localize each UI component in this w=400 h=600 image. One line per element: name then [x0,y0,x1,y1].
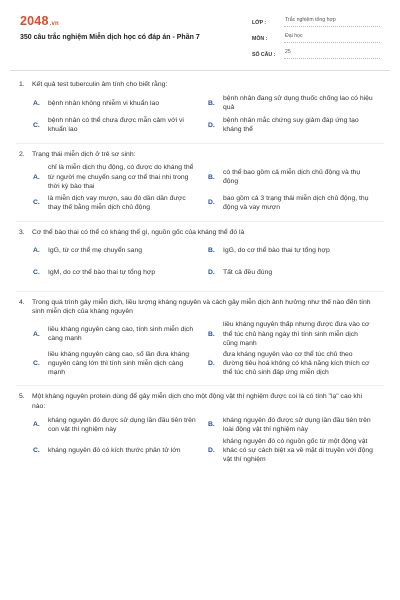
option-text: bệnh nhân có thể chưa được mẫn cảm với vi khuẩn lao [48,117,184,134]
question-stem [0,80,400,89]
question-separator [16,143,384,144]
option-a[interactable] [33,415,203,435]
option-letter: D. [208,360,215,368]
option-text: đưa kháng nguyên vào cơ thể túc chủ theo đường tiêu hoá không có khả năng kích thích cơ thể túc chủ sinh đáp ứng miễn dịch [223,350,370,377]
question-4 [0,298,400,386]
option-letter: C. [33,199,40,207]
option-text: bệnh nhân đang sử dụng thuốc chống lao có hiệu quả [223,95,373,112]
document-header [0,0,400,66]
option-text: IgG, do cơ thể bào thai tự tổng hợp [223,247,330,255]
option-letter: B. [208,173,215,181]
meta-label: LỚP : [252,19,267,26]
option-text: IgG, từ cơ thể mẹ chuyển sang [48,247,143,255]
question-stem [0,392,400,410]
option-b[interactable] [208,93,380,113]
logo-tld: .vn [49,21,59,27]
option-letter: C. [33,360,40,368]
option-text: IgM, do cơ thể bào thai tự tổng hợp [48,269,156,277]
option-b[interactable] [208,320,380,348]
question-number: 3. [19,228,25,236]
option-b[interactable] [208,415,380,435]
option-text: liều kháng nguyên càng cao, tính sinh miễn dịch càng mạnh [48,325,194,343]
option-text: liều kháng nguyên càng cao, số lần đưa kháng nguyên càng lớn thì tính sinh miễn dịch càng mạnh [48,350,189,377]
question-5 [0,392,400,466]
option-text: bao gồm cả 3 trạng thái miễn dịch chủ động, thụ động và vay mượn [223,194,369,211]
question-separator [16,291,384,292]
option-letter: A. [33,173,40,181]
option-text: chỉ là miễn dịch thụ động, có được do kháng thể từ người mẹ chuyển sang cơ thể thai nhi trong thời kỳ bào thai [48,164,194,190]
meta-value: 25 [284,47,380,59]
option-letter: A. [33,247,40,255]
option-list [0,320,400,379]
option-letter: C. [33,446,40,454]
option-text: là miễn dịch vay mượn, sau đó dần dần được thay thế bằng miễn dịch chủ động [48,194,186,211]
question-text: Cơ thể bào thai có thể có kháng thể gì, nguồn gốc của kháng thể đó là [32,228,245,236]
meta-info [252,14,380,62]
document-title: 350 câu trắc nghiệm Miễn dịch học có đáp án - Phần 7 [20,34,200,41]
option-c[interactable] [33,263,203,283]
option-letter: D. [208,199,215,207]
question-separator [16,221,384,222]
option-c[interactable] [33,115,203,135]
question-number: 5. [19,393,25,401]
option-letter: D. [208,446,215,454]
option-d[interactable] [208,263,380,283]
option-text: bệnh nhân mắc chứng suy giảm đáp ứng tạo kháng thể [223,117,359,134]
option-letter: A. [33,421,40,429]
question-2 [0,150,400,222]
option-list [0,415,400,467]
meta-row-class [252,14,380,27]
question-number: 1. [19,81,25,88]
option-text: có thể bao gồm cả miễn dịch chủ động và thụ động [223,168,361,186]
logo-text: 2048 [20,14,49,28]
question-stem [0,228,400,237]
option-c[interactable] [33,350,203,378]
meta-label: MÔN : [252,35,268,42]
question-stem [0,298,400,316]
meta-row-count [252,46,380,59]
question-1 [0,80,400,144]
option-a[interactable] [33,320,203,348]
option-letter: B. [208,247,215,255]
meta-value: Trắc nghiệm tổng hợp [284,15,380,27]
option-letter: C. [33,121,40,129]
question-separator [16,385,384,386]
option-list [0,163,400,215]
question-list [0,80,400,472]
option-list [0,241,400,285]
question-3 [0,228,400,292]
option-a[interactable] [33,93,203,113]
option-letter: B. [208,330,215,338]
option-b[interactable] [208,163,380,191]
meta-row-subject [252,30,380,43]
question-text: Kết quả test tuberculin âm tính cho biết rằng: [32,81,168,88]
option-letter: B. [208,99,215,107]
question-number: 2. [19,151,25,159]
option-c[interactable] [33,193,203,213]
option-letter: B. [208,421,215,429]
option-text: kháng nguyên đó có kích thước phân tử lớn [48,446,181,454]
option-d[interactable] [208,437,380,465]
option-d[interactable] [208,350,380,378]
meta-label: SỐ CÂU : [252,51,276,58]
option-text: bệnh nhân không nhiễm vi khuẩn lao [48,99,160,107]
option-list [0,93,400,137]
question-text: Trạng thái miễn dịch ở trẻ sơ sinh: [32,151,136,159]
option-letter: A. [33,99,40,107]
option-b[interactable] [208,241,380,261]
option-letter: D. [208,121,215,129]
option-letter: C. [33,269,40,277]
option-d[interactable] [208,193,380,213]
question-text: Trong quá trình gây miễn dịch, liều lượng kháng nguyên và cách gây miễn dịch ảnh hưởng như thế nào đến tính sinh miễn dịch của kháng nguyên [32,299,371,316]
header-divider [10,70,390,71]
question-text: Một kháng nguyên protein dùng để gây miễn dịch cho một động vật thí nghiệm được coi là có tính "lạ" cao khi nào: [32,393,363,410]
option-a[interactable] [33,163,203,191]
option-a[interactable] [33,241,203,261]
meta-value: Đại học [284,31,380,43]
option-letter: D. [208,269,215,277]
question-number: 4. [19,299,25,307]
option-text: Tất cả đều đúng [223,269,273,277]
question-stem [0,150,400,159]
option-c[interactable] [33,437,203,465]
option-text: kháng nguyên đó được sử dụng lần đầu tiên trên con vật thí nghiệm này [48,416,196,433]
option-text: kháng nguyên đó được sử dụng lần đầu tiên trên loài động vật thí nghiệm này [223,416,371,433]
option-text: liều kháng nguyên thấp nhưng được đưa vào cơ thể túc chủ hàng ngày thì tính sinh miễn dịch cũng mạnh [223,321,370,347]
option-text: kháng nguyên đó có nguồn gốc từ một động vật khác có sự cách biệt xa về mặt di truyền với động vật thí nghiệm [223,437,373,464]
option-letter: A. [33,330,40,338]
site-logo[interactable] [20,13,59,30]
option-d[interactable] [208,115,380,135]
